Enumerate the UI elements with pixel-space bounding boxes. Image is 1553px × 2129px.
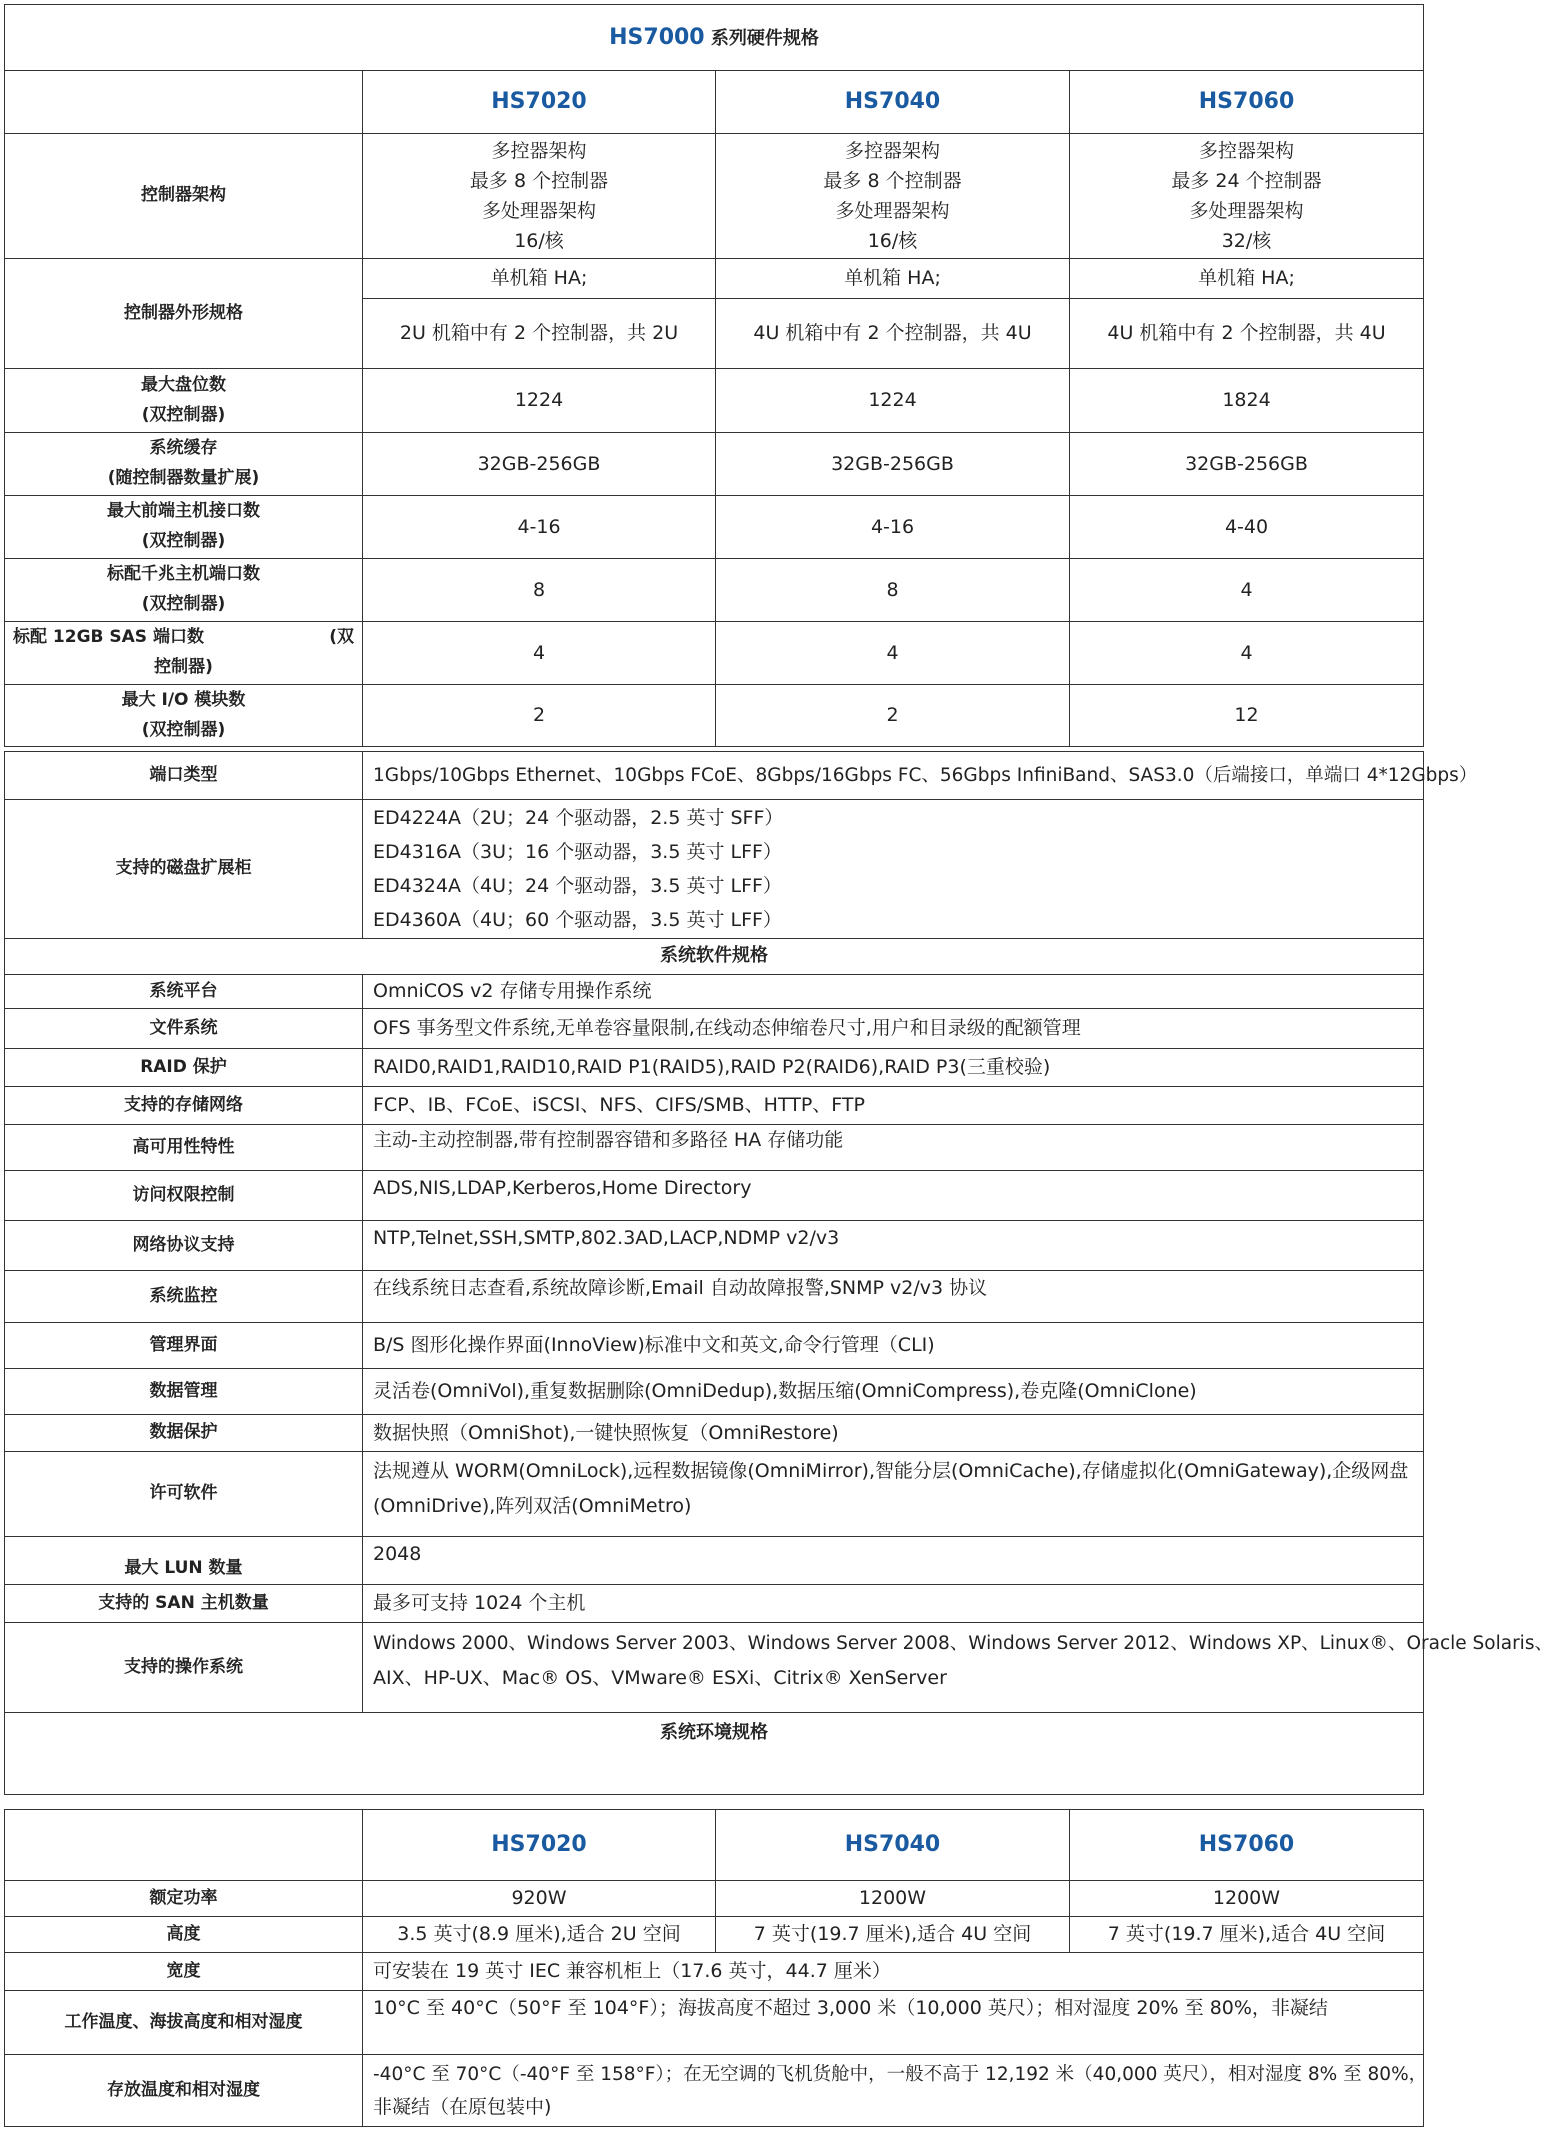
value-cell: 4U 机箱中有 2 个控制器，共 4U [716, 299, 1070, 369]
value-cell: RAID0,RAID1,RAID10,RAID P1(RAID5),RAID P2(RAID6),RAID P3(三重校验) [363, 1049, 1424, 1087]
row-label: 系统平台 [5, 975, 363, 1009]
value-cell: 2 [363, 685, 716, 747]
row-rated-power [5, 1881, 1424, 1917]
value-cell: 1200W [716, 1881, 1070, 1917]
value-line: 非凝结（在原包装中) [373, 2095, 552, 2118]
model-header: HS7020 [363, 1810, 716, 1881]
value-cell [363, 800, 1424, 939]
value-cell: 8 [363, 559, 716, 622]
header-empty-cell [5, 1810, 363, 1881]
row-label: 系统监控 [5, 1271, 363, 1323]
row-label [5, 433, 363, 496]
value-cell: 4U 机箱中有 2 个控制器，共 4U [1070, 299, 1424, 369]
value-cell: 可安装在 19 英寸 IEC 兼容机柜上（17.6 英寸，44.7 厘米） [363, 1953, 1424, 1991]
value-cell: 32GB-256GB [716, 433, 1070, 496]
value-cell: 920W [363, 1881, 716, 1917]
row-label: 访问权限控制 [5, 1171, 363, 1221]
row-height [5, 1917, 1424, 1953]
row-data-protection [5, 1415, 1424, 1452]
row-storage-environment [5, 2055, 1424, 2127]
row-label: 数据保护 [5, 1415, 363, 1452]
list-item: ED4224A（2U；24 个驱动器，2.5 英寸 SFF） [373, 807, 784, 829]
row-disk-expansion [5, 800, 1424, 939]
label-line: (随控制器数量扩展) [107, 468, 260, 488]
label-line: (双控制器) [141, 594, 226, 614]
row-label [5, 685, 363, 747]
value-cell: 1224 [363, 369, 716, 433]
row-label: 支持的操作系统 [5, 1623, 363, 1713]
label-line: 标配 12GB SAS 端口数 [13, 627, 204, 648]
label-line: 最大盘位数 [141, 374, 226, 395]
value-cell: ADS,NIS,LDAP,Kerberos,Home Directory [363, 1171, 1424, 1221]
row-label: 文件系统 [5, 1009, 363, 1049]
value-cell: 4 [363, 622, 716, 685]
row-label: 存放温度和相对湿度 [5, 2055, 363, 2127]
model-header: HS7040 [716, 1810, 1070, 1881]
row-label: 管理界面 [5, 1323, 363, 1369]
value-cell: 4 [1070, 622, 1424, 685]
row-high-availability [5, 1125, 1424, 1171]
row-network-protocols [5, 1221, 1424, 1271]
value-cell: B/S 图形化操作界面(InnoView)标准中文和英文,命令行管理（CLI) [363, 1323, 1424, 1369]
row-label: 控制器架构 [5, 134, 363, 259]
value-cell [363, 1452, 1424, 1537]
value-line: 法规遵从 WORM(OmniLock),远程数据镜像(OmniMirror),智能分层(OmniCache),存储虚拟化(OmniGateway),企级网盘 [373, 1460, 1409, 1482]
header-empty-cell [5, 71, 363, 134]
row-label: RAID 保护 [5, 1049, 363, 1087]
row-data-management [5, 1369, 1424, 1415]
value-cell: 1824 [1070, 369, 1424, 433]
row-label [5, 559, 363, 622]
software-section-title: 系统软件规格 [5, 939, 1424, 975]
row-system-cache [5, 433, 1424, 496]
row-label: 额定功率 [5, 1881, 363, 1917]
row-label [5, 496, 363, 559]
value-line: 多控器架构 [1199, 140, 1295, 162]
value-line: 多处理器架构 [1189, 200, 1304, 222]
value-cell: 7 英寸(19.7 厘米),适合 4U 空间 [716, 1917, 1070, 1953]
value-cell: 2U 机箱中有 2 个控制器，共 2U [363, 299, 716, 369]
label-line: (双 [329, 627, 354, 648]
value-cell: 32GB-256GB [363, 433, 716, 496]
value-line: 多处理器架构 [481, 200, 596, 222]
value-cell: 10°C 至 40°C（50°F 至 104°F）；海拔高度不超过 3,000 米（10,000 英尺）；相对湿度 20% 至 80%，非凝结 [363, 1991, 1424, 2055]
row-management-ui [5, 1323, 1424, 1369]
value-line: AIX、HP-UX、Mac® OS、VMware® ESXi、Citrix® XenServer [373, 1667, 947, 1689]
value-cell: 在线系统日志查看,系统故障诊断,Email 自动故障报警,SNMP v2/v3 协议 [363, 1271, 1424, 1323]
row-width [5, 1953, 1424, 1991]
value-line: 最多 24 个控制器 [1171, 170, 1322, 192]
list-item: ED4360A（4U；60 个驱动器，3.5 英寸 LFF） [373, 909, 782, 931]
value-cell: 灵活卷(OmniVol),重复数据删除(OmniDedup),数据压缩(OmniCompress),卷克隆(OmniClone) [363, 1369, 1424, 1415]
value-cell: NTP,Telnet,SSH,SMTP,802.3AD,LACP,NDMP v2/v3 [363, 1221, 1424, 1271]
row-label: 支持的存储网络 [5, 1087, 363, 1125]
value-cell: 数据快照（OmniShot),一键快照恢复（OmniRestore) [363, 1415, 1424, 1452]
model-header: HS7020 [363, 71, 716, 134]
software-spec-table [4, 751, 1553, 1795]
value-cell [363, 2055, 1428, 2127]
value-line: (OmniDrive),阵列双活(OmniMetro) [373, 1495, 692, 1517]
row-label: 工作温度、海拔高度和相对湿度 [5, 1991, 363, 2055]
value-cell: 主动-主动控制器,带有控制器容错和多路径 HA 存储功能 [363, 1125, 1424, 1171]
row-label: 网络协议支持 [5, 1221, 363, 1271]
row-label: 最大 LUN 数量 [5, 1537, 363, 1585]
row-label: 高度 [5, 1917, 363, 1953]
value-line: 多控器架构 [491, 140, 587, 162]
value-cell: 单机箱 HA; [363, 259, 716, 299]
value-cell: 2048 [363, 1537, 1424, 1585]
row-label: 支持的磁盘扩展柜 [5, 800, 363, 939]
label-line: 最大 I/O 模块数 [121, 689, 246, 710]
value-cell: 4 [716, 622, 1070, 685]
value-line: 多控器架构 [844, 140, 940, 162]
row-max-drives [5, 369, 1424, 433]
row-licensed-software [5, 1452, 1424, 1537]
value-cell: 8 [716, 559, 1070, 622]
value-cell: 32GB-256GB [1070, 433, 1424, 496]
value-cell: 7 英寸(19.7 厘米),适合 4U 空间 [1070, 1917, 1424, 1953]
value-cell [363, 1623, 1553, 1713]
label-line: 系统缓存 [149, 438, 218, 459]
label-line: 控制器) [154, 657, 213, 677]
value-cell: 单机箱 HA; [1070, 259, 1424, 299]
row-gigabit-ports [5, 559, 1424, 622]
value-cell: 3.5 英寸(8.9 厘米),适合 2U 空间 [363, 1917, 716, 1953]
environment-section-title: 系统环境规格 [5, 1713, 1424, 1795]
environment-spec-table [4, 1809, 1428, 2127]
hardware-title [5, 5, 1424, 71]
value-line: 多处理器架构 [835, 200, 950, 222]
value-line: Windows 2000、Windows Server 2003、Windows Server 2008、Windows Server 2012、Windows XP、Linux®、Oracle Solaris、 [373, 1633, 1553, 1654]
value-cell: 4-16 [363, 496, 716, 559]
value-cell: FCP、IB、FCoE、iSCSI、NFS、CIFS/SMB、HTTP、FTP [363, 1087, 1424, 1125]
row-label: 端口类型 [5, 752, 363, 800]
value-cell: 2 [716, 685, 1070, 747]
value-cell: 1Gbps/10Gbps Ethernet、10Gbps FCoE、8Gbps/16Gbps FC、56Gbps InfiniBand、SAS3.0（后端接口，单端口 4*12Gbps） [363, 752, 1424, 800]
row-label [5, 369, 363, 433]
label-line: (双控制器) [141, 531, 226, 551]
value-cell [716, 134, 1070, 259]
value-line: 16/核 [514, 230, 564, 252]
model-header: HS7060 [1070, 1810, 1424, 1881]
value-cell [363, 134, 716, 259]
model-header: HS7040 [716, 71, 1070, 134]
list-item: ED4324A（4U；24 个驱动器，3.5 英寸 LFF） [373, 875, 782, 897]
value-line: 最多 8 个控制器 [469, 170, 609, 192]
row-max-host-ports [5, 496, 1424, 559]
value-cell: OFS 事务型文件系统,无单卷容量限制,在线动态伸缩卷尺寸,用户和目录级的配额管理 [363, 1009, 1424, 1049]
value-cell: 最多可支持 1024 个主机 [363, 1585, 1424, 1623]
row-label: 高可用性特性 [5, 1125, 363, 1171]
row-storage-network [5, 1087, 1424, 1125]
row-sas-ports [5, 622, 1424, 685]
label-line: 标配千兆主机端口数 [107, 564, 260, 585]
value-cell: 单机箱 HA; [716, 259, 1070, 299]
row-label: 宽度 [5, 1953, 363, 1991]
label-line: 最大前端主机接口数 [107, 501, 260, 522]
row-operating-environment [5, 1991, 1424, 2055]
value-cell: 4-16 [716, 496, 1070, 559]
value-cell: 1200W [1070, 1881, 1424, 1917]
row-label: 支持的 SAN 主机数量 [5, 1585, 363, 1623]
row-io-modules [5, 685, 1424, 747]
hardware-spec-table [4, 4, 1423, 747]
title-suffix: 系列硬件规格 [710, 27, 819, 49]
value-cell: 4-40 [1070, 496, 1424, 559]
value-cell: 12 [1070, 685, 1424, 747]
list-item: ED4316A（3U；16 个驱动器，3.5 英寸 LFF） [373, 841, 782, 863]
row-controller-architecture [5, 134, 1424, 259]
value-cell: 4 [1070, 559, 1424, 622]
row-platform [5, 975, 1424, 1009]
row-san-hosts [5, 1585, 1424, 1623]
row-port-type [5, 752, 1424, 800]
row-raid [5, 1049, 1424, 1087]
value-cell: 1224 [716, 369, 1070, 433]
label-line: (双控制器) [141, 404, 226, 425]
value-line: 32/核 [1221, 230, 1272, 252]
row-label: 数据管理 [5, 1369, 363, 1415]
value-cell [1070, 134, 1424, 259]
value-line: 16/核 [867, 230, 918, 252]
model-header: HS7060 [1070, 71, 1424, 134]
value-cell: OmniCOS v2 存储专用操作系统 [363, 975, 1424, 1009]
row-monitoring [5, 1271, 1424, 1323]
row-file-system [5, 1009, 1424, 1049]
value-line: -40°C 至 70°C（-40°F 至 158°F）；在无空调的飞机货舱中，一般不高于 12,192 米（40,000 英尺），相对湿度 8% 至 80%， [373, 2063, 1428, 2085]
row-label: 控制器外形规格 [5, 259, 363, 369]
row-max-lun [5, 1537, 1424, 1585]
row-label [5, 622, 363, 685]
row-access-control [5, 1171, 1424, 1221]
row-operating-systems [5, 1623, 1424, 1713]
row-controller-form-factor [5, 259, 1424, 299]
row-label: 许可软件 [5, 1452, 363, 1537]
label-line: (双控制器) [141, 719, 226, 740]
title-model: HS7000 [609, 24, 705, 50]
value-line: 最多 8 个控制器 [823, 170, 962, 192]
